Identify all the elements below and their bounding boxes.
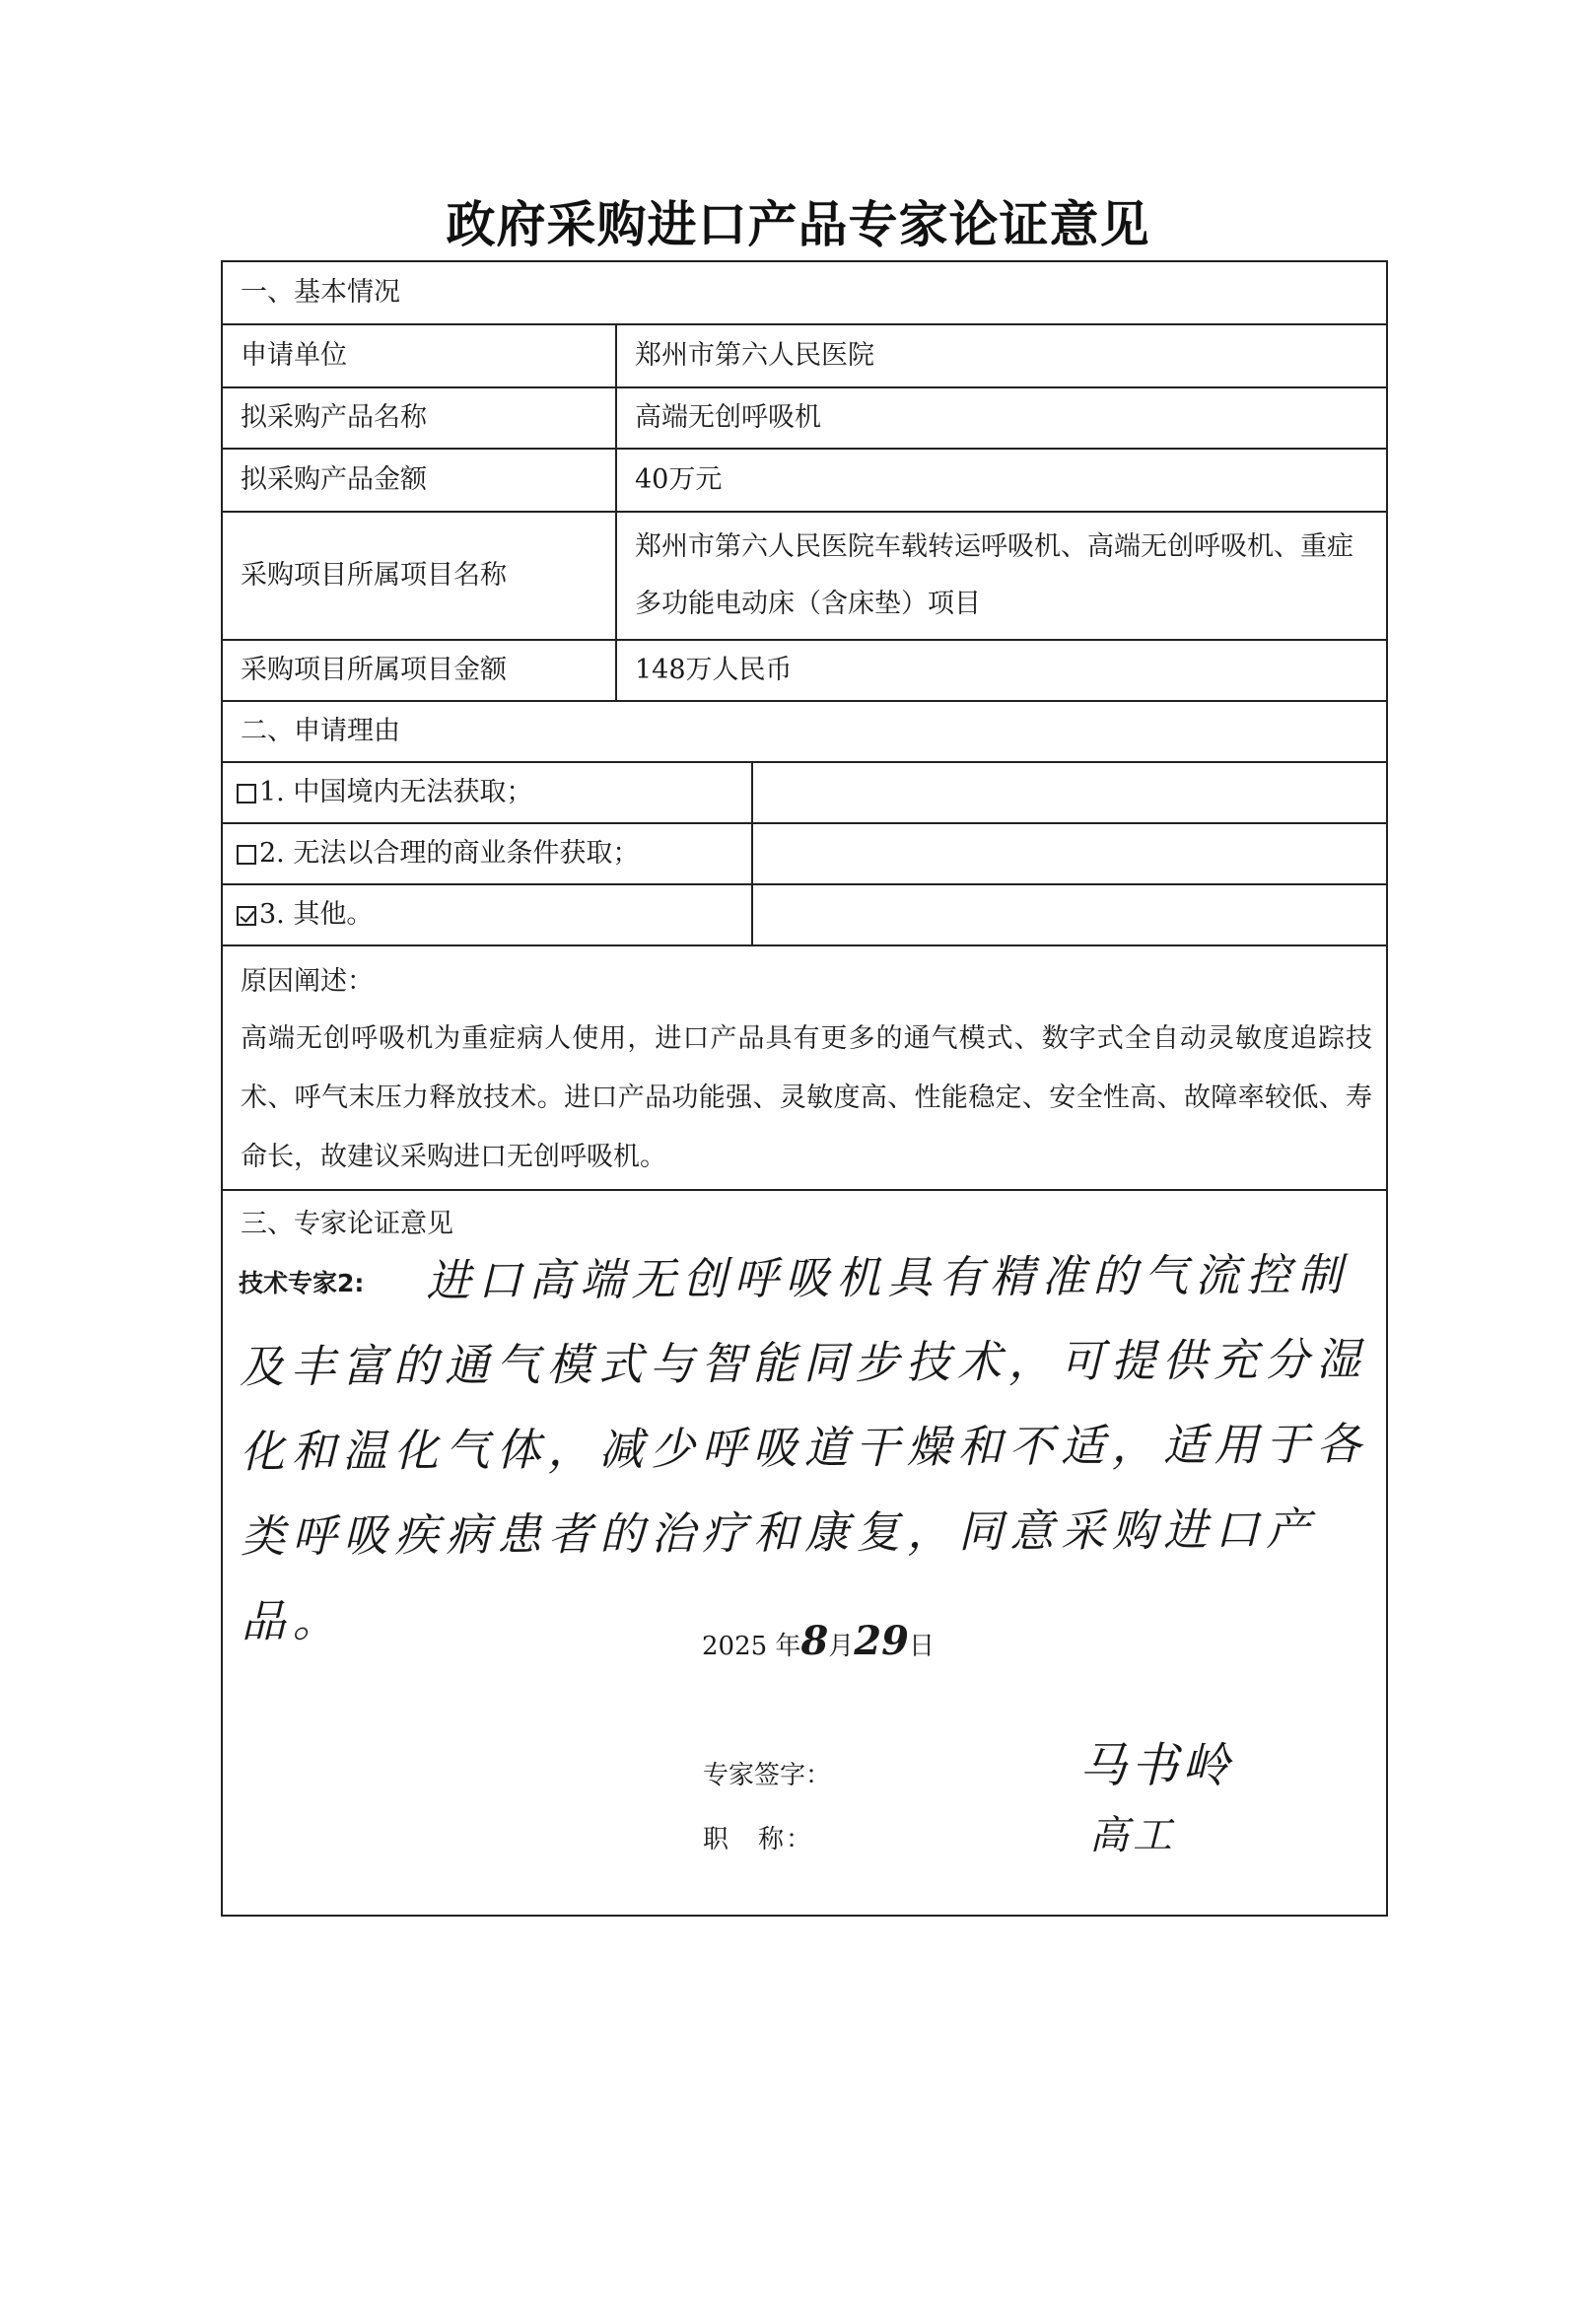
reason-option-3-label: 3. 其他。: [259, 899, 374, 930]
reason-description-heading: 原因阐述：: [241, 966, 374, 997]
product-amount-label: 拟采购产品金额: [223, 450, 617, 511]
reason-option-3: [223, 885, 753, 944]
handwritten-signature: 马书岭: [1079, 1738, 1234, 1793]
reason-option-row-1: [223, 763, 1386, 824]
section-reason-heading: 二、申请理由: [241, 716, 400, 746]
handwritten-opinion: 进口高端无创呼吸机具有精准的气流控制及丰富的通气模式与智能同步技术，可提供充分湿化和温化气体，减少呼吸道干燥和不适，适用于各类呼吸疾病患者的治疗和康复，同意采购进口产品。: [239, 1248, 1368, 1647]
tech-expert-label: 技术专家2:: [239, 1269, 365, 1297]
reason-option-1-detail: [753, 763, 1386, 822]
date-month-handwritten: 8: [800, 1618, 829, 1664]
date-year: 2025 年: [702, 1632, 801, 1661]
section-basic-info-heading-row: [223, 262, 1386, 325]
product-amount-row: [223, 450, 1386, 513]
date-day-handwritten: 29: [854, 1618, 909, 1664]
date-day-label: 日: [908, 1632, 935, 1661]
reason-option-2: [223, 824, 753, 883]
expert-opinion-form: [221, 260, 1388, 1917]
checked-checkbox-icon[interactable]: [237, 906, 256, 926]
job-title-label: 职 称：: [703, 1825, 814, 1854]
signature-row: [703, 1755, 831, 1791]
project-amount-row: [223, 641, 1386, 702]
reason-option-1: [223, 763, 753, 822]
project-name-value: 郑州市第六人民医院车载转运呼吸机、高端无创呼吸机、重症多功能电动床（含床垫）项目: [635, 531, 1353, 619]
section-expert-opinion-heading: 三、专家论证意见: [241, 1209, 453, 1239]
reason-option-1-label: 1. 中国境内无法获取；: [259, 777, 533, 807]
reason-description-block: [223, 946, 1386, 1191]
reason-option-3-detail: [753, 885, 1386, 944]
handwritten-job-title: 高工: [1089, 1813, 1176, 1858]
signature-label: 专家签字：: [703, 1761, 832, 1790]
project-name-row: [223, 513, 1386, 641]
reason-option-row-2: [223, 824, 1386, 885]
unchecked-checkbox-icon[interactable]: [237, 784, 256, 804]
job-title-row: [703, 1819, 813, 1855]
product-name-label: 拟采购产品名称: [223, 388, 617, 448]
sign-date: [702, 1618, 935, 1664]
section-reason-heading-row: [223, 702, 1386, 763]
reason-option-2-label: 2. 无法以合理的商业条件获取；: [259, 838, 640, 869]
product-amount-value: 40万元: [635, 464, 723, 495]
project-name-label: 采购项目所属项目名称: [223, 513, 617, 639]
expert-opinion-block: [223, 1191, 1386, 1915]
reason-option-2-detail: [753, 824, 1386, 883]
applicant-label: 申请单位: [223, 325, 617, 386]
project-amount-label: 采购项目所属项目金额: [223, 641, 617, 700]
date-month-label: 月: [828, 1632, 855, 1661]
reason-description-text: 高端无创呼吸机为重症病人使用，进口产品具有更多的通气模式、数字式全自动灵敏度追踪技术、呼气末压力释放技术。进口产品功能强、灵敏度高、性能稳定、安全性高、故障率较低、寿命长，故建议采购进口无创呼吸机。: [241, 1023, 1372, 1172]
section-basic-info-heading: 一、基本情况: [241, 277, 400, 308]
applicant-row: [223, 325, 1386, 388]
product-name-value: 高端无创呼吸机: [635, 402, 821, 433]
project-amount-value: 148万人民币: [635, 655, 793, 685]
applicant-value: 郑州市第六人民医院: [635, 340, 874, 371]
document-title: 政府采购进口产品专家论证意见: [446, 196, 1150, 253]
unchecked-checkbox-icon[interactable]: [237, 845, 256, 865]
product-name-row: [223, 388, 1386, 450]
reason-option-row-3: [223, 885, 1386, 946]
